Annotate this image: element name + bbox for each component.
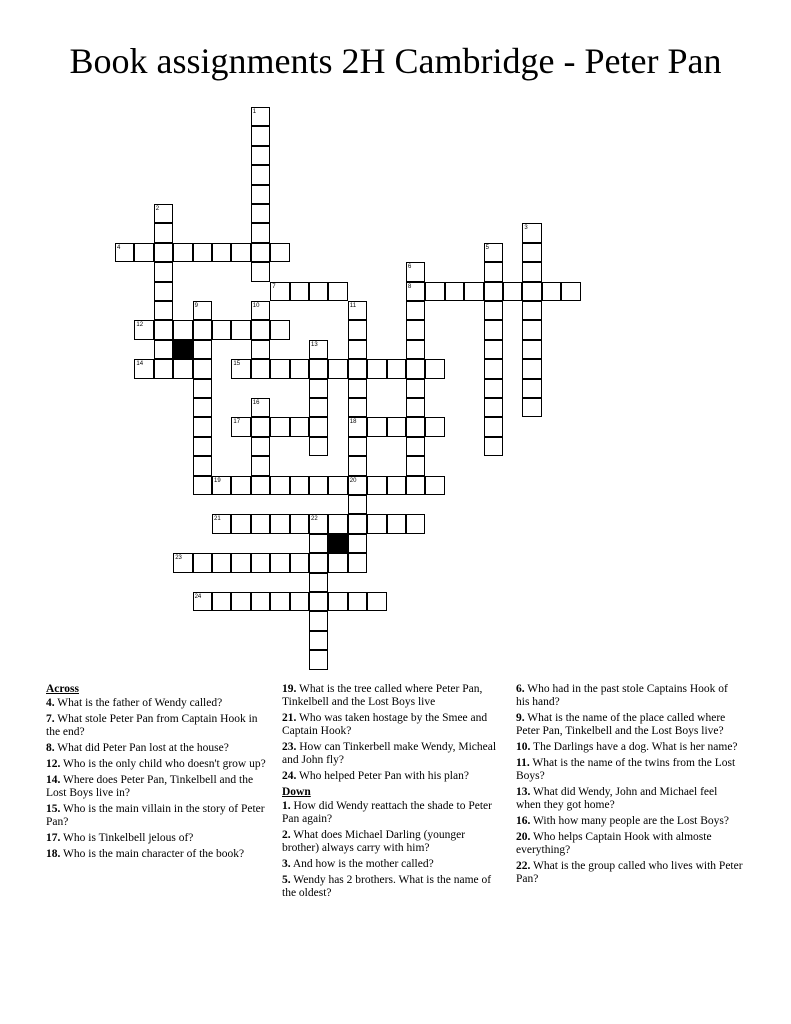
grid-cell[interactable] <box>154 301 173 320</box>
clue-number-label: 15. <box>46 803 61 815</box>
clue-number: 19 <box>214 477 221 484</box>
grid-cell[interactable] <box>251 243 270 262</box>
clue-text: Where does Peter Pan, Tinkelbell and the Lost Boys live in? <box>46 774 254 799</box>
grid-cell[interactable] <box>348 514 367 533</box>
clue-item <box>46 713 266 739</box>
grid-cell[interactable] <box>193 320 212 339</box>
grid-cell[interactable] <box>193 340 212 359</box>
grid-cell[interactable] <box>348 553 367 572</box>
grid-cell[interactable] <box>387 417 406 436</box>
grid-cell[interactable] <box>251 592 270 611</box>
clue-number-label: 4. <box>46 697 55 709</box>
grid-cell[interactable] <box>367 514 386 533</box>
clue-number-label: 22. <box>516 860 531 872</box>
clue-number: 17 <box>233 419 241 426</box>
clue-number-label: 1. <box>282 800 291 812</box>
grid-cell[interactable] <box>270 476 289 495</box>
grid-cell[interactable] <box>309 553 328 572</box>
grid-cell[interactable] <box>348 495 367 514</box>
grid-cell[interactable] <box>522 398 541 417</box>
grid-cell[interactable] <box>193 398 212 417</box>
clue-number-label: 18. <box>46 848 61 860</box>
clue-item <box>282 770 504 783</box>
grid-cell[interactable] <box>193 379 212 398</box>
clue-number: 14 <box>136 361 144 368</box>
grid-cell[interactable] <box>251 146 270 165</box>
grid-cell[interactable] <box>154 340 173 359</box>
grid-cell[interactable] <box>154 320 173 339</box>
grid-cell[interactable] <box>406 359 425 378</box>
clue-text: And how is the mother called? <box>290 858 434 870</box>
grid-cell[interactable] <box>348 398 367 417</box>
grid-cell[interactable] <box>251 359 270 378</box>
grid-cell[interactable] <box>348 437 367 456</box>
clue-text: What did Peter Pan lost at the house? <box>54 742 229 754</box>
clue-item <box>282 874 504 900</box>
clue-number-label: 13. <box>516 786 531 798</box>
grid-cell[interactable] <box>522 262 541 281</box>
clue-item <box>282 712 504 738</box>
grid-cell[interactable] <box>484 340 503 359</box>
grid-cell[interactable] <box>251 185 270 204</box>
grid-cell[interactable] <box>484 282 503 301</box>
clue-number-label: 2. <box>282 829 291 841</box>
grid-cell[interactable] <box>290 282 309 301</box>
grid-cell[interactable] <box>348 320 367 339</box>
grid-cell[interactable] <box>193 417 212 436</box>
clue-number-label: 20. <box>516 831 531 843</box>
grid-cell[interactable] <box>522 340 541 359</box>
grid-cell[interactable] <box>406 456 425 475</box>
clue-item <box>46 758 266 771</box>
grid-cell[interactable] <box>231 592 250 611</box>
grid-cell[interactable] <box>212 592 231 611</box>
clue-number-label: 23. <box>282 741 297 753</box>
clue-number: 3 <box>524 225 528 232</box>
grid-cell[interactable] <box>406 340 425 359</box>
grid-cell[interactable] <box>251 417 270 436</box>
grid-cell[interactable] <box>348 534 367 553</box>
clue-text: The Darlings have a dog. What is her name? <box>530 741 738 753</box>
grid-cell[interactable] <box>270 359 289 378</box>
clue-item <box>282 800 504 826</box>
grid-cell[interactable] <box>348 592 367 611</box>
grid-cell[interactable] <box>406 398 425 417</box>
clue-text: Wendy has 2 brothers. What is the name of the oldest? <box>282 874 492 899</box>
grid-cell[interactable] <box>522 243 541 262</box>
grid-cell[interactable] <box>522 359 541 378</box>
clue-text: With how many people are the Lost Boys? <box>530 815 729 827</box>
grid-cell[interactable] <box>231 320 250 339</box>
grid-cell[interactable] <box>154 282 173 301</box>
grid-cell[interactable] <box>290 476 309 495</box>
clue-number-label: 14. <box>46 774 61 786</box>
clue-item <box>282 683 504 709</box>
grid-cell[interactable] <box>134 243 153 262</box>
grid-cell[interactable] <box>328 282 347 301</box>
grid-cell[interactable] <box>348 340 367 359</box>
page-title: Book assignments 2H Cambridge - Peter Pan <box>69 41 722 81</box>
grid-cell[interactable] <box>542 282 561 301</box>
grid-cell[interactable] <box>193 476 212 495</box>
clue-number: 5 <box>485 244 489 251</box>
grid-cell[interactable] <box>406 417 425 436</box>
grid-cell[interactable] <box>251 456 270 475</box>
clue-text: Who is Tinkelbell jelous of? <box>60 832 194 844</box>
clue-item <box>516 741 744 754</box>
grid-cell[interactable] <box>270 553 289 572</box>
grid-cell[interactable] <box>193 359 212 378</box>
grid-cell[interactable] <box>270 320 289 339</box>
grid-cell[interactable] <box>484 417 503 436</box>
grid-cell[interactable] <box>503 282 522 301</box>
clue-number-label: 11. <box>516 757 530 769</box>
grid-cell[interactable] <box>406 320 425 339</box>
grid-cell[interactable] <box>522 282 541 301</box>
clue-text: What did Wendy, John and Michael feel when they got home? <box>516 786 718 811</box>
grid-block <box>328 534 347 553</box>
grid-cell[interactable] <box>309 379 328 398</box>
clue-text: What is the name of the place called where Peter Pan, Tinkelbell and the Lost Boys live? <box>516 712 726 737</box>
clue-number: 12 <box>136 322 144 329</box>
clue-item <box>516 786 744 812</box>
grid-cell[interactable] <box>154 359 173 378</box>
clue-text: Who had in the past stole Captains Hook of his hand? <box>516 683 728 708</box>
grid-cell[interactable] <box>173 320 192 339</box>
grid-cell[interactable] <box>251 126 270 145</box>
grid-cell[interactable] <box>484 437 503 456</box>
grid-cell[interactable] <box>387 476 406 495</box>
clue-number: 18 <box>349 419 357 426</box>
grid-cell[interactable] <box>484 359 503 378</box>
clue-text: Who is the only child who doesn't grow up? <box>60 758 266 770</box>
grid-cell[interactable] <box>309 534 328 553</box>
grid-cell[interactable] <box>270 417 289 436</box>
grid-cell[interactable] <box>251 437 270 456</box>
clue-item <box>46 848 266 861</box>
grid-cell[interactable] <box>309 573 328 592</box>
clue-number-label: 7. <box>46 713 55 725</box>
grid-cell[interactable] <box>328 514 347 533</box>
grid-cell[interactable] <box>309 631 328 650</box>
grid-cell[interactable] <box>484 301 503 320</box>
clue-text: What is the father of Wendy called? <box>54 697 223 709</box>
grid-cell[interactable] <box>309 417 328 436</box>
clue-number: 23 <box>175 555 182 562</box>
grid-cell[interactable] <box>290 417 309 436</box>
clue-number-label: 3. <box>282 858 291 870</box>
clue-item <box>46 774 266 800</box>
grid-cell[interactable] <box>425 282 444 301</box>
grid-cell[interactable] <box>406 514 425 533</box>
grid-cell[interactable] <box>231 476 250 495</box>
grid-cell[interactable] <box>270 592 289 611</box>
grid-cell[interactable] <box>406 379 425 398</box>
grid-cell[interactable] <box>251 476 270 495</box>
clue-item <box>46 832 266 845</box>
grid-cell[interactable] <box>251 204 270 223</box>
clue-text: Who was taken hostage by the Smee and Captain Hook? <box>282 712 488 737</box>
clue-item <box>46 697 266 710</box>
grid-cell[interactable] <box>309 650 328 669</box>
grid-cell[interactable] <box>309 592 328 611</box>
clue-item <box>516 860 744 886</box>
clue-number-label: 19. <box>282 683 297 695</box>
clue-text: What does Michael Darling (younger brother) always carry with him? <box>282 829 466 854</box>
clue-number: 21 <box>214 516 221 523</box>
grid-cell[interactable] <box>251 553 270 572</box>
clue-number-label: 24. <box>282 770 297 782</box>
grid-cell[interactable] <box>484 379 503 398</box>
grid-cell[interactable] <box>270 514 289 533</box>
grid-cell[interactable] <box>484 398 503 417</box>
clue-item <box>516 757 744 783</box>
grid-cell[interactable] <box>290 359 309 378</box>
grid-cell[interactable] <box>522 301 541 320</box>
grid-cell[interactable] <box>328 359 347 378</box>
grid-cell[interactable] <box>154 243 173 262</box>
clue-item <box>516 815 744 828</box>
grid-cell[interactable] <box>328 476 347 495</box>
clue-text: Who is the main character of the book? <box>60 848 245 860</box>
grid-cell[interactable] <box>154 262 173 281</box>
clue-text: What is the group called who lives with Peter Pan? <box>516 860 743 885</box>
grid-cell[interactable] <box>290 514 309 533</box>
grid-cell[interactable] <box>251 340 270 359</box>
clue-number: 7 <box>272 283 276 290</box>
clue-number-label: 10. <box>516 741 531 753</box>
clue-text: How can Tinkerbell make Wendy, Micheal and John fly? <box>282 741 497 766</box>
clue-item <box>282 741 504 767</box>
grid-block <box>173 340 192 359</box>
grid-cell[interactable] <box>309 611 328 630</box>
clue-text: Who helps Captain Hook with almoste everything? <box>516 831 712 856</box>
clue-number-label: 12. <box>46 758 61 770</box>
grid-cell[interactable] <box>484 320 503 339</box>
clue-number: 1 <box>252 109 257 115</box>
grid-cell[interactable] <box>193 553 212 572</box>
clue-item <box>282 829 504 855</box>
grid-cell[interactable] <box>154 223 173 242</box>
grid-cell[interactable] <box>231 243 250 262</box>
grid-cell[interactable] <box>309 437 328 456</box>
grid-cell[interactable] <box>251 320 270 339</box>
clue-number: 10 <box>252 303 260 309</box>
clue-number-label: 16. <box>516 815 531 827</box>
clue-number-label: 8. <box>46 742 55 754</box>
grid-cell[interactable] <box>212 553 231 572</box>
grid-cell[interactable] <box>348 456 367 475</box>
grid-cell[interactable] <box>425 359 444 378</box>
clue-number: 16 <box>252 400 260 406</box>
clue-text: Who is the main villain in the story of Peter Pan? <box>46 803 265 828</box>
clue-item <box>516 683 744 709</box>
clue-number-label: 9. <box>516 712 525 724</box>
grid-cell[interactable] <box>484 262 503 281</box>
clue-number: 24 <box>194 594 202 600</box>
grid-cell[interactable] <box>251 223 270 242</box>
grid-cell[interactable] <box>367 359 386 378</box>
clue-text: How did Wendy reattach the shade to Peter Pan again? <box>282 800 492 825</box>
grid-cell[interactable] <box>251 165 270 184</box>
clue-number: 20 <box>349 477 357 484</box>
grid-cell[interactable] <box>406 301 425 320</box>
grid-cell[interactable] <box>173 359 192 378</box>
clue-item <box>516 712 744 738</box>
grid-cell[interactable] <box>387 359 406 378</box>
grid-cell[interactable] <box>328 592 347 611</box>
clue-number: 22 <box>311 516 318 523</box>
grid-cell[interactable] <box>309 359 328 378</box>
grid-cell[interactable] <box>464 282 483 301</box>
grid-cell[interactable] <box>270 243 289 262</box>
clue-number: 6 <box>408 264 412 271</box>
clues-column-1 <box>46 683 266 864</box>
grid-cell[interactable] <box>367 417 386 436</box>
grid-cell[interactable] <box>290 553 309 572</box>
clue-text: What is the name of the twins from the Lost Boys? <box>516 757 736 782</box>
clue-item <box>282 858 504 871</box>
grid-cell[interactable] <box>193 456 212 475</box>
grid-cell[interactable] <box>212 243 231 262</box>
grid-cell[interactable] <box>251 514 270 533</box>
grid-cell[interactable] <box>387 514 406 533</box>
grid-cell[interactable] <box>406 476 425 495</box>
grid-cell[interactable] <box>309 282 328 301</box>
grid-cell[interactable] <box>193 437 212 456</box>
grid-cell[interactable] <box>212 320 231 339</box>
clue-number-label: 17. <box>46 832 61 844</box>
grid-cell[interactable] <box>193 243 212 262</box>
grid-cell[interactable] <box>251 262 270 281</box>
grid-cell[interactable] <box>290 592 309 611</box>
clues-column-3 <box>516 683 744 889</box>
across-heading: Across <box>46 683 80 695</box>
grid-cell[interactable] <box>309 398 328 417</box>
grid-cell[interactable] <box>367 592 386 611</box>
grid-cell[interactable] <box>522 379 541 398</box>
clue-number-label: 5. <box>282 874 291 886</box>
grid-cell[interactable] <box>348 359 367 378</box>
clue-number: 9 <box>194 303 198 309</box>
grid-cell[interactable] <box>173 243 192 262</box>
grid-cell[interactable] <box>328 553 347 572</box>
clue-item <box>516 831 744 857</box>
clue-number: 13 <box>311 341 318 348</box>
clue-number: 4 <box>117 244 121 251</box>
grid-cell[interactable] <box>561 282 580 301</box>
grid-cell[interactable] <box>367 476 386 495</box>
clue-item <box>46 803 266 829</box>
clue-text: What stole Peter Pan from Captain Hook in the end? <box>46 713 258 738</box>
clue-number: 11 <box>349 303 357 309</box>
clue-number: 8 <box>408 283 412 290</box>
grid-cell[interactable] <box>522 320 541 339</box>
clues-column-2 <box>282 683 504 903</box>
clue-number: 15 <box>233 361 241 368</box>
grid-cell[interactable] <box>406 437 425 456</box>
grid-cell[interactable] <box>445 282 464 301</box>
grid-cell[interactable] <box>231 514 250 533</box>
grid-cell[interactable] <box>425 476 444 495</box>
grid-cell[interactable] <box>309 476 328 495</box>
clue-text: What is the tree called where Peter Pan, Tinkelbell and the Lost Boys live <box>282 683 483 708</box>
clue-text: Who helped Peter Pan with his plan? <box>296 770 469 782</box>
grid-cell[interactable] <box>348 379 367 398</box>
clue-number: 2 <box>155 206 160 212</box>
clue-item <box>46 742 266 755</box>
grid-cell[interactable] <box>231 553 250 572</box>
down-heading: Down <box>282 786 311 798</box>
clue-number-label: 21. <box>282 712 297 724</box>
clue-number-label: 6. <box>516 683 525 695</box>
grid-cell[interactable] <box>425 417 444 436</box>
